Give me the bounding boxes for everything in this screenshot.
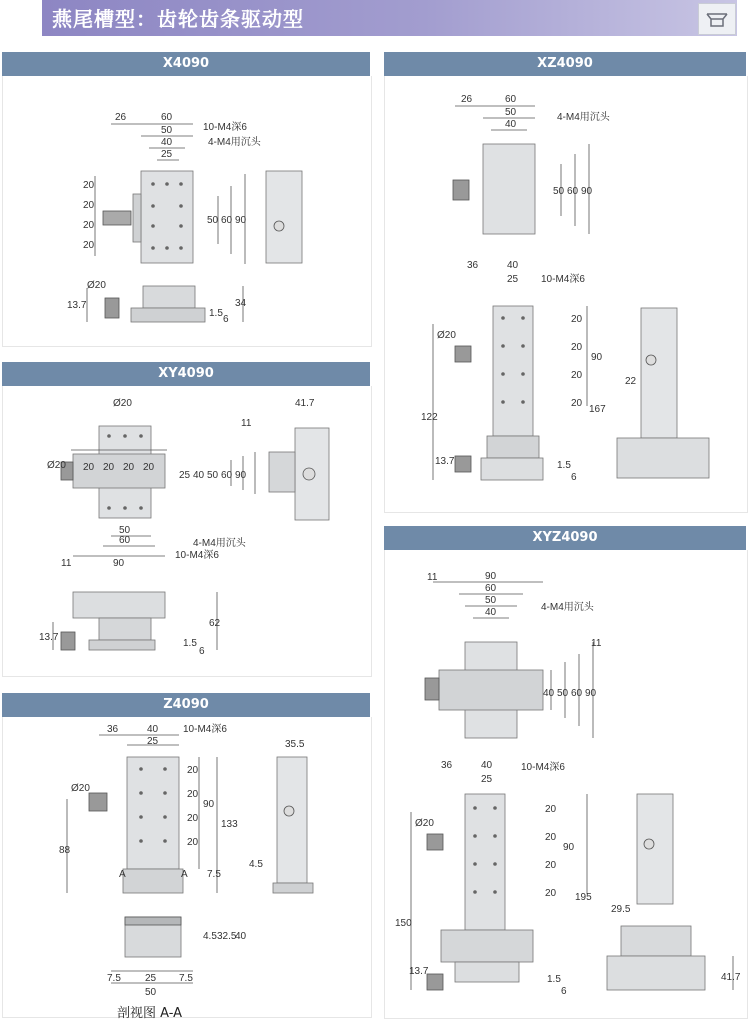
xz4090-dim-1-5: 1.5 [557,460,571,471]
xz4090-dim-m-20a: 20 [571,314,583,325]
xy4090-dim-bottom-50: 50 [119,525,131,536]
xy4090-dim-right-60: 60 [221,470,233,481]
xy4090-side-6: 6 [199,646,205,657]
dovetail-icon [698,3,736,35]
xyz4090-dim-11-right: 11 [591,638,602,649]
xz4090-dim-40b: 40 [507,260,519,271]
xz4090-dim-25: 25 [507,274,519,285]
xz4090-dim-m-20c: 20 [571,370,583,381]
z4090-dim-r-7-5: 7.5 [207,869,221,880]
x4090-dim-26: 26 [115,112,127,123]
xyz4090-callout-4m4: 4-M4用沉头 [541,602,594,613]
xz4090-dim-22: 22 [625,376,637,387]
section-z4090 [2,717,372,1018]
z4090-sec-7-5-right: 7.5 [179,973,193,984]
xyz4090-callout-10m4: 10-M4深6 [521,762,565,773]
x4090-dim-60: 60 [161,112,173,123]
section-xz4090 [384,76,748,513]
xz4090-dim-26: 26 [461,94,473,105]
xyz4090-dim-13-7: 13.7 [409,966,429,977]
xyz4090-dim-d20: Ø20 [415,818,434,829]
x4090-dim-right-60: 60 [221,215,233,226]
x4090-dim-left-0: 20 [83,180,95,191]
z4090-dim-r-20b: 20 [187,789,199,800]
xyz4090-dim-29-5: 29.5 [611,904,631,915]
z4090-sec-32-5: 32.5 [217,931,237,942]
xyz4090-dim-m-20d: 20 [545,888,557,899]
xy4090-dim-right-50: 50 [207,470,219,481]
xy4090-dim-right-40: 40 [193,470,205,481]
z4090-dim-88: 88 [59,845,71,856]
xy4090-dim-11: 11 [241,418,252,429]
xyz4090-dim-40b: 40 [481,760,493,771]
xz4090-dim-122: 122 [421,412,438,423]
z4090-mark-a-right: A [181,869,188,880]
xy4090-side-62: 62 [209,618,221,629]
z4090-callout-10m4: 10-M4深6 [183,724,227,735]
section-x4090 [2,76,372,347]
xyz4090-dim-r-50: 50 [557,688,569,699]
xy4090-side-13-7: 13.7 [39,632,59,643]
section-xy4090 [2,386,372,677]
xyz4090-dim-m-20a: 20 [545,804,557,815]
z4090-dim-r-20c: 20 [187,813,199,824]
x4090-dim-13-7: 13.7 [67,300,87,311]
x4090-dim-left-3: 20 [83,240,95,251]
dovetail-icon-svg [699,4,735,34]
z4090-mark-a-left: A [119,869,126,880]
z4090-dim-4-5: 4.5 [249,859,263,870]
z4090-dim-25: 25 [147,736,159,747]
z4090-dim-r-20d: 20 [187,837,199,848]
xy4090-dim-d20: Ø20 [113,398,132,409]
x4090-dim-left-2: 20 [83,220,95,231]
xyz4090-dim-r-40: 40 [543,688,555,699]
x4090-dim-34: 34 [235,298,247,309]
xy4090-dim-right-90: 90 [235,470,247,481]
x4090-callout-4m4: 4-M4用沉头 [208,137,261,148]
section-header-xyz4090: XYZ4090 [384,526,746,550]
xz4090-dim-m-90: 90 [591,352,603,363]
xyz4090-dim-r-60: 60 [571,688,583,699]
x4090-dim-25: 25 [161,149,173,160]
xy4090-dim-bottom-90: 90 [113,558,125,569]
xyz4090-dim-36: 36 [441,760,453,771]
xy4090-dim-bottom-60: 60 [119,535,131,546]
x4090-dim-d20: Ø20 [87,280,106,291]
x4090-dim-right-50: 50 [207,215,219,226]
xyz4090-dim-90: 90 [485,571,497,582]
xy4090-row-2: 20 [123,462,135,473]
x4090-dim-40: 40 [161,137,173,148]
z4090-sec-50: 50 [145,987,157,998]
x4090-callout-10m4: 10-M4深6 [203,122,247,133]
xz4090-dim-d20: Ø20 [437,330,456,341]
xy4090-callout-4m4: 4-M4用沉头 [193,538,246,549]
z4090-sec-4-5: 4.5 [203,931,217,942]
xy4090-side-d20: Ø20 [47,460,66,471]
xz4090-dim-13-7: 13.7 [435,456,455,467]
z4090-sec-7-5-left: 7.5 [107,973,121,984]
xyz4090-dim-m-20b: 20 [545,832,557,843]
z4090-dim-d20: Ø20 [71,783,90,794]
xz4090-callout-4m4: 4-M4用沉头 [557,112,610,123]
xz4090-dim-36: 36 [467,260,479,271]
x4090-dim-50: 50 [161,125,173,136]
section-view-caption: 剖视图 A-A [117,1006,183,1021]
xy4090-dim-41-7: 41.7 [295,398,315,409]
xz4090-callout-10m4: 10-M4深6 [541,274,585,285]
xz4090-dim-m-167: 167 [589,404,606,415]
xyz4090-dim-41-7: 41.7 [721,972,741,983]
xyz4090-dim-m-20c: 20 [545,860,557,871]
xz4090-dim-r-50: 50 [553,186,565,197]
xy4090-side-1-5: 1.5 [183,638,197,649]
x4090-dim-6: 6 [223,314,229,325]
z4090-dim-r-20a: 20 [187,765,199,776]
xy4090-row-3: 20 [143,462,155,473]
xz4090-dim-50: 50 [505,107,517,118]
xz4090-dim-r-60: 60 [567,186,579,197]
xyz4090-dim-6: 6 [561,986,567,997]
xy4090-row-1: 20 [103,462,115,473]
z4090-sec-40: 40 [235,931,247,942]
section-xyz4090 [384,550,748,1019]
z4090-dim-r-133: 133 [221,819,238,830]
section-header-x4090: X4090 [2,52,370,76]
xz4090-dim-60: 60 [505,94,517,105]
x4090-dim-right-90: 90 [235,215,247,226]
section-header-xz4090: XZ4090 [384,52,746,76]
xyz4090-dim-150: 150 [395,918,412,929]
z4090-dim-35-5: 35.5 [285,739,305,750]
xyz4090-dim-25: 25 [481,774,493,785]
xy4090-row-0: 20 [83,462,95,473]
section-header-xy4090: XY4090 [2,362,370,386]
xz4090-dim-6: 6 [571,472,577,483]
xy4090-dim-right-25: 25 [179,470,191,481]
xyz4090-dim-m-195: 195 [575,892,592,903]
xz4090-dim-40: 40 [505,119,517,130]
xyz4090-dim-11-left: 11 [427,572,438,583]
page-title: 燕尾槽型：齿轮齿条驱动型 [52,7,304,31]
xz4090-dim-r-90: 90 [581,186,593,197]
z4090-dim-40: 40 [147,724,159,735]
x4090-dim-left-1: 20 [83,200,95,211]
xz4090-dim-m-20b: 20 [571,342,583,353]
xz4090-dim-m-20d: 20 [571,398,583,409]
xy4090-callout-10m4: 10-M4深6 [175,550,219,561]
xyz4090-dim-1-5: 1.5 [547,974,561,985]
z4090-dim-36: 36 [107,724,119,735]
section-header-z4090: Z4090 [2,693,370,717]
xyz4090-dim-50: 50 [485,595,497,606]
xyz4090-dim-r-90: 90 [585,688,597,699]
xyz4090-dim-40: 40 [485,607,497,618]
z4090-sec-25: 25 [145,973,157,984]
xyz4090-dim-60: 60 [485,583,497,594]
xy4090-dim-bottom-11: 11 [61,558,72,569]
x4090-dim-1-5: 1.5 [209,308,223,319]
xyz4090-dim-m-90: 90 [563,842,575,853]
z4090-dim-r-90: 90 [203,799,215,810]
